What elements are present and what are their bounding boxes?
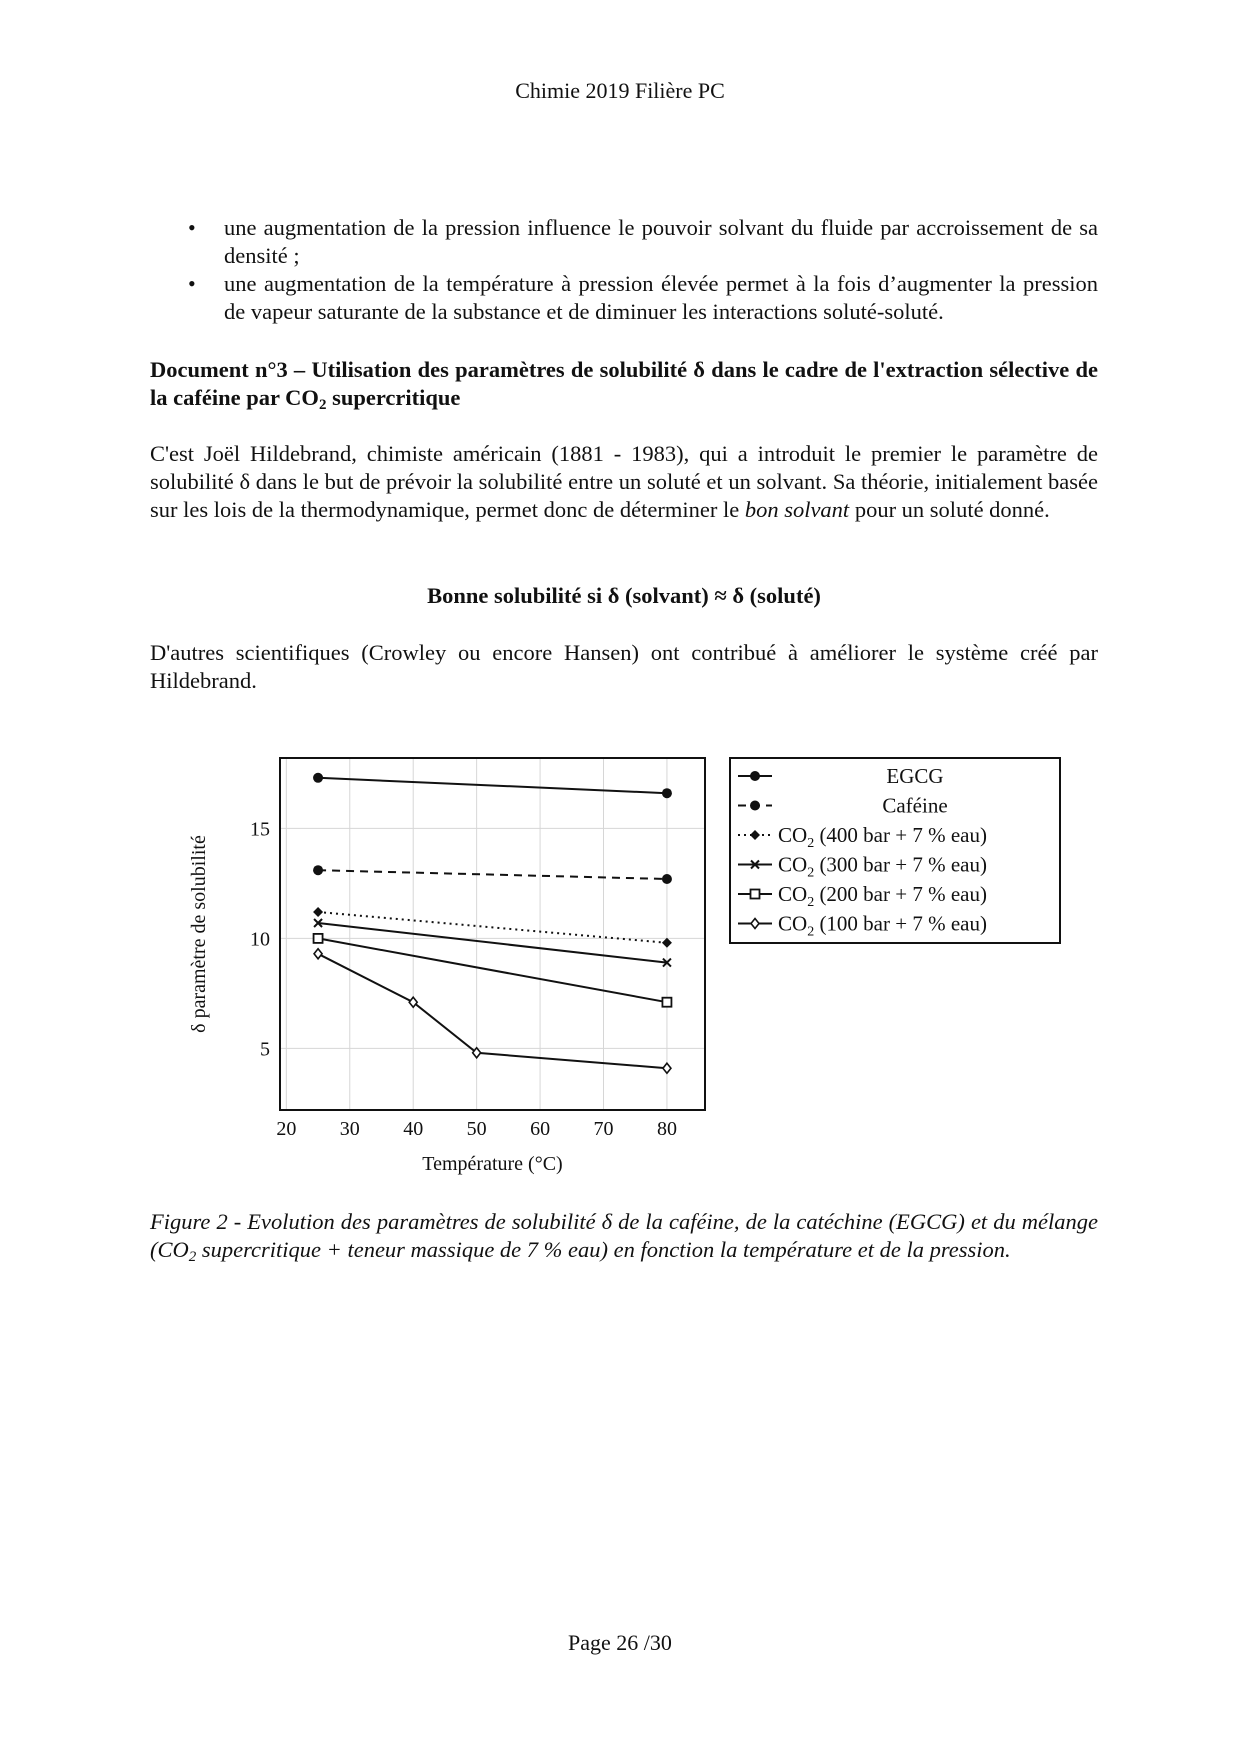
bullet-list xyxy=(150,214,1098,326)
legend-label: $CO_2$ (100 bar + 7 % eau) xyxy=(778,911,987,940)
second-paragraph-text: D'autres scientifiques (Crowley ou encore Hansen) ont contribué à améliorer le système créé par Hildebrand. xyxy=(150,640,1098,693)
bullet-item: • une augmentation de la température à pression élevée permet à la fois d’augmenter la pression de vapeur saturante de la substance et de diminuer les interactions soluté-soluté. xyxy=(150,270,1098,326)
intro-paragraph xyxy=(150,440,1098,524)
solubility-chart xyxy=(175,740,1075,1185)
intro-text-end: pour un soluté donné. xyxy=(849,497,1050,522)
caption-text: Figure 2 - Evolution des paramètres de solubilité δ de la caféine, de la catéchine (EGCG) et du mélange (CO xyxy=(150,1209,1098,1262)
data-point xyxy=(313,865,323,875)
legend-label: $CO_2$ (300 bar + 7 % eau) xyxy=(778,852,987,881)
caption-subscript: 2 xyxy=(188,1249,197,1265)
x-tick-label: 60 xyxy=(530,1118,551,1140)
legend-label: Caféine xyxy=(882,793,948,818)
series-line xyxy=(318,778,667,793)
data-point xyxy=(663,1063,671,1073)
legend-label: $CO_2$ (200 bar + 7 % eau) xyxy=(778,882,987,910)
series-line xyxy=(318,923,667,963)
data-point xyxy=(313,907,323,917)
x-tick-label: 70 xyxy=(593,1118,614,1140)
solubility-rule xyxy=(150,582,1098,610)
document-title-end: supercritique xyxy=(326,385,461,410)
x-tick-label: 30 xyxy=(339,1118,360,1140)
data-point xyxy=(662,998,671,1007)
caption-text-end: supercritique + teneur massique de 7 % eau) en fonction la température et de la pression. xyxy=(196,1237,1011,1262)
bullet-item: • une augmentation de la pression influence le pouvoir solvant du fluide par accroissement de sa densité ; xyxy=(150,214,1098,270)
x-tick-label: 80 xyxy=(656,1118,677,1140)
plot-frame xyxy=(280,758,705,1110)
document-title-subscript: 2 xyxy=(318,397,327,413)
y-tick-label: 10 xyxy=(250,928,270,951)
figure-caption xyxy=(150,1208,1098,1264)
legend-label: $CO_2$ (400 bar + 7 % eau) xyxy=(778,823,987,851)
data-point xyxy=(662,788,672,798)
page-footer: Page 26 /30 xyxy=(568,1630,672,1655)
second-paragraph xyxy=(150,639,1098,695)
intro-text: C'est Joël Hildebrand, chimiste américain (1881 - 1983), qui a introduit le premier le paramètre de solubilité δ dans le but de prévoir la solubilité entre un soluté et un solvant. Sa théorie, initialement basée sur les lois de la thermodynamique, permet donc de déterminer le xyxy=(150,441,1098,522)
legend-marker xyxy=(751,890,760,899)
data-point xyxy=(314,934,323,943)
page-header: Chimie 2019 Filière PC xyxy=(515,78,725,103)
y-tick-label: 5 xyxy=(260,1038,270,1061)
series-line xyxy=(318,938,667,1002)
document-title xyxy=(150,356,1098,412)
x-tick-label: 40 xyxy=(403,1118,424,1140)
x-tick-label: 20 xyxy=(276,1118,297,1140)
x-axis-label: Température (°C) xyxy=(422,1153,563,1175)
y-axis-label: δ paramètre de solubilité xyxy=(188,835,210,1033)
bullet-section xyxy=(150,214,1098,326)
data-point xyxy=(314,949,322,959)
document-title-text: Document n°3 – Utilisation des paramètres de solubilité δ dans le cadre de l'extraction sélective de la caféine par CO xyxy=(150,357,1098,410)
data-point xyxy=(662,874,672,884)
series-line xyxy=(318,870,667,879)
data-point xyxy=(662,938,672,948)
intro-italic: bon solvant xyxy=(744,497,850,522)
legend-marker xyxy=(750,771,760,781)
y-tick-label: 15 xyxy=(250,818,270,841)
legend-marker xyxy=(750,801,760,811)
data-point xyxy=(313,773,323,783)
solubility-rule-text: Bonne solubilité si δ (solvant) ≈ δ (soluté) xyxy=(427,583,821,608)
x-tick-label: 50 xyxy=(466,1118,487,1140)
legend-label: EGCG xyxy=(886,764,944,788)
